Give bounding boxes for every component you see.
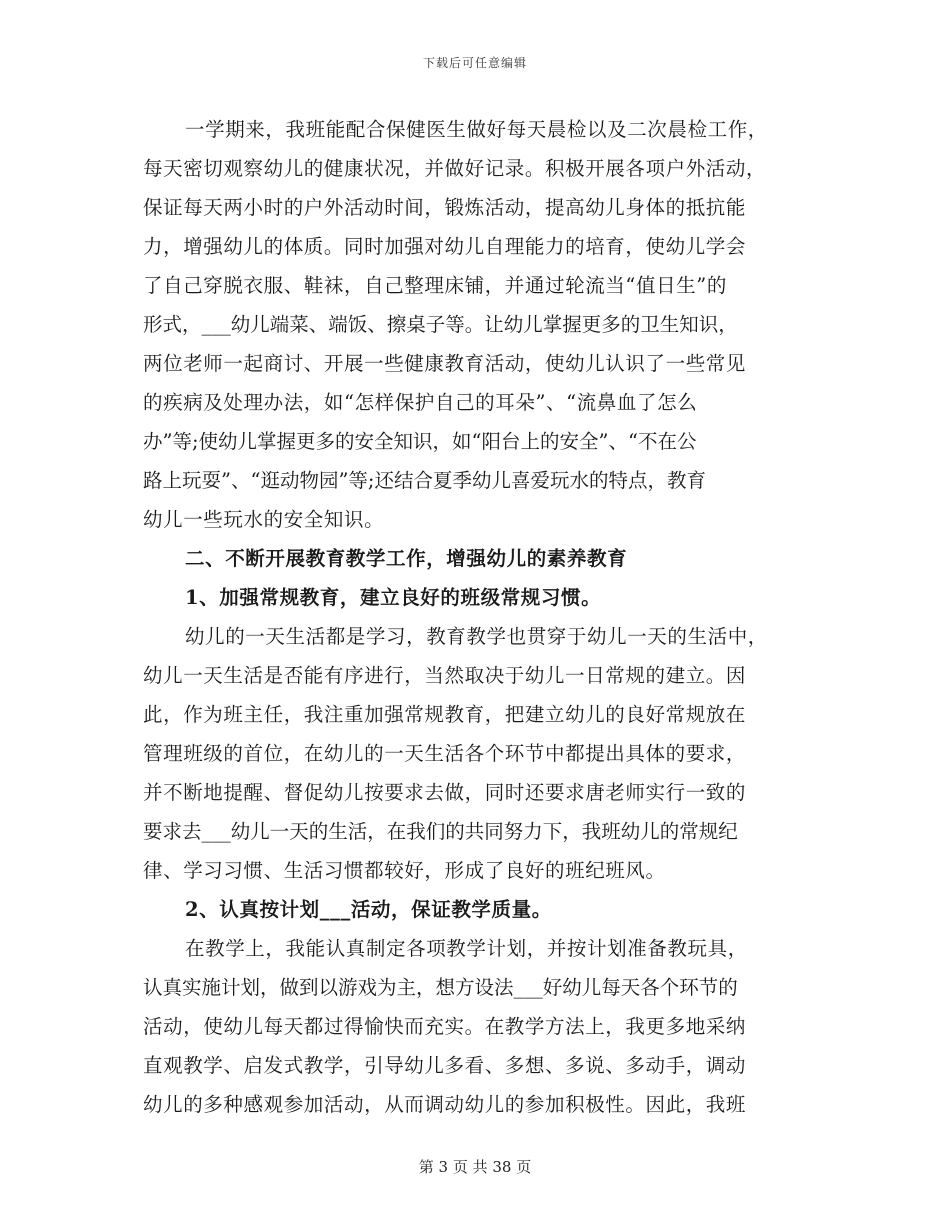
paragraph-line: 路上玩耍”、“逛动物园”等;还结合夏季幼儿喜爱玩水的特点，教育	[143, 469, 706, 492]
paragraph-line: 认真实施计划，做到以游戏为主，想方设法___好幼儿每天各个环节的	[143, 976, 738, 999]
paragraph-line: 此，作为班主任，我注重加强常规教育，把建立幼儿的良好常规放在	[143, 703, 747, 726]
paragraph-line: 每天密切观察幼儿的健康状况，并做好记录。积极开展各项户外活动，	[143, 157, 767, 180]
paragraph-line: 幼儿的一天生活都是学习，教育教学也贯穿于幼儿一天的生活中，	[185, 625, 768, 648]
paragraph-line: 一学期来，我班能配合保健医生做好每天晨检以及二次晨检工作，	[185, 118, 768, 141]
subsection-heading: 1、加强常规教育，建立良好的班级常规习惯。	[185, 586, 602, 609]
paragraph-line: 要求去___幼儿一天的生活，在我们的共同努力下，我班幼儿的常规纪	[143, 820, 738, 843]
paragraph-line: 的疾病及处理办法，如“怎样保护自己的耳朵”、“流鼻血了怎么	[143, 391, 698, 414]
page-header-note: 下载后可任意编辑	[422, 56, 527, 70]
paragraph-line: 形式，___幼儿端菜、端饭、擦桌子等。让幼儿掌握更多的卫生知识，	[143, 313, 738, 336]
paragraph-line: 活动，使幼儿每天都过得愉快而充实。在教学方法上，我更多地采纳	[143, 1015, 747, 1038]
section-heading: 二、不断开展教育教学工作，增强幼儿的素养教育	[185, 547, 628, 570]
paragraph-line: 幼儿一些玩水的安全知识。	[143, 508, 385, 531]
document-body	[143, 110, 811, 1124]
paragraph-line: 两位老师一起商讨、开展一些健康教育活动，使幼儿认识了一些常见	[143, 352, 747, 375]
paragraph-line: 并不断地提醒、督促幼儿按要求去做，同时还要求唐老师实行一致的	[143, 781, 747, 804]
paragraph-line: 办”等;使幼儿掌握更多的安全知识，如“阳台上的安全”、“不在公	[143, 430, 697, 453]
paragraph-line: 律、学习习惯、生活习惯都较好，形成了良好的班纪班风。	[143, 859, 666, 882]
page-number: 第 3 页 共 38 页	[418, 1158, 532, 1176]
paragraph-line: 了自己穿脱衣服、鞋袜，自己整理床铺，并通过轮流当“值日生”的	[143, 274, 727, 297]
paragraph-line: 在教学上，我能认真制定各项教学计划，并按计划准备教玩具，	[185, 937, 748, 960]
paragraph-line: 直观教学、启发式教学，引导幼儿多看、多想、多说、多动手，调动	[143, 1054, 747, 1077]
paragraph-line: 保证每天两小时的户外活动时间，锻炼活动，提高幼儿身体的抵抗能	[143, 196, 747, 219]
paragraph-line: 幼儿一天生活是否能有序进行，当然取决于幼儿一日常规的建立。因	[143, 664, 747, 687]
paragraph-line: 管理班级的首位，在幼儿的一天生活各个环节中都提出具体的要求，	[143, 742, 747, 765]
subsection-heading: 2、认真按计划___活动，保证教学质量。	[185, 898, 552, 921]
paragraph-line: 幼儿的多种感观参加活动，从而调动幼儿的参加积极性。因此，我班	[143, 1093, 747, 1116]
paragraph-line: 力，增强幼儿的体质。同时加强对幼儿自理能力的培育，使幼儿学会	[143, 235, 747, 258]
